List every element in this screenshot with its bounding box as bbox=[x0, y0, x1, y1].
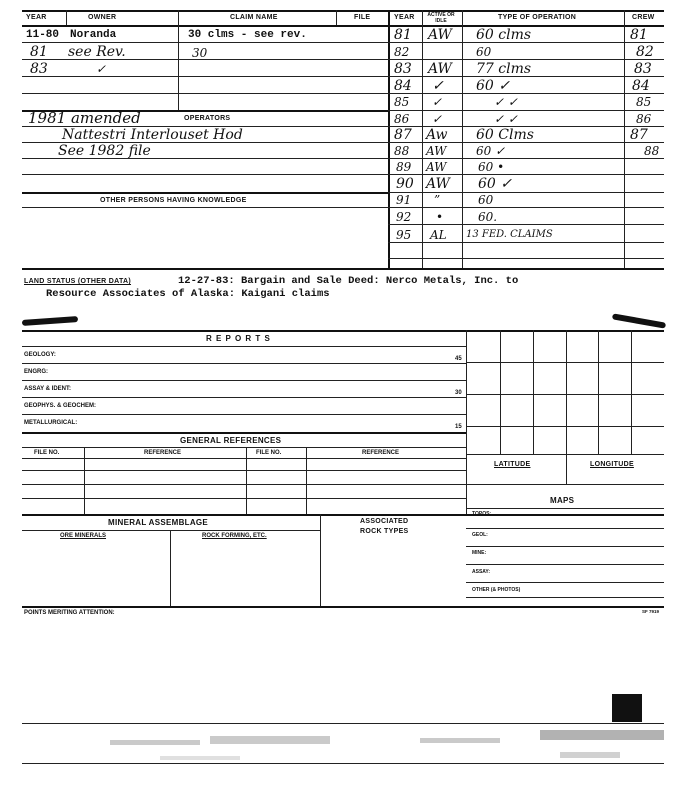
op-year: 84 bbox=[394, 78, 412, 94]
op-type: 60 ✓ bbox=[476, 78, 510, 94]
ore-minerals-label: ORE MINERALS bbox=[60, 533, 107, 539]
associated-rock-types-line-2: ROCK TYPES bbox=[360, 528, 409, 535]
op-type: ✓ ✓ bbox=[494, 112, 518, 126]
op-status: ✓ bbox=[432, 112, 443, 126]
op-status: ✓ bbox=[432, 95, 443, 109]
geophys-geochem-label: GEOPHYS. & GEOCHEM: bbox=[24, 403, 97, 409]
report-number-15: 15 bbox=[455, 424, 462, 430]
marker-smudge-left bbox=[22, 316, 78, 326]
op-year: 88 bbox=[394, 144, 410, 158]
operators-label: OPERATORS bbox=[184, 115, 231, 122]
metallurgical-label: METALLURGICAL: bbox=[24, 420, 78, 426]
op-year: 82 bbox=[394, 45, 410, 59]
header-type-of-operation: TYPE OF OPERATION bbox=[498, 14, 577, 21]
op-year: 90 bbox=[396, 176, 414, 192]
report-number-30: 30 bbox=[455, 390, 462, 396]
operators-note-1: 1981 amended bbox=[28, 109, 141, 127]
op-status: AW bbox=[428, 61, 452, 77]
op-year: 81 bbox=[394, 27, 412, 43]
associated-rock-types-line-1: ASSOCIATED bbox=[360, 518, 409, 525]
reports-title: R E P O R T S bbox=[206, 334, 271, 343]
owner-year-1: 11-80 bbox=[26, 29, 60, 41]
land-status-text-2: Resource Associates of Alaska: Kaigani claims bbox=[46, 288, 330, 300]
ref-reference-1: REFERENCE bbox=[144, 450, 182, 456]
marker-smudge-right bbox=[612, 313, 666, 328]
op-type: 60 ✓ bbox=[478, 176, 512, 192]
op-crew: 85 bbox=[636, 95, 652, 109]
maps-title: MAPS bbox=[550, 496, 575, 505]
op-type: 60 • bbox=[478, 160, 505, 174]
op-type: 77 clms bbox=[476, 61, 532, 77]
op-crew: 82 bbox=[636, 44, 654, 60]
owner-name-3: ✓ bbox=[96, 62, 107, 76]
scan-black-block bbox=[612, 694, 642, 722]
op-year: 87 bbox=[394, 127, 412, 143]
header-file: FILE bbox=[354, 14, 371, 21]
report-number-45: 45 bbox=[455, 356, 462, 362]
op-crew: 81 bbox=[630, 27, 648, 43]
op-status: • bbox=[436, 210, 444, 224]
maps-mine: MINE: bbox=[472, 550, 487, 556]
owner-name-2: see Rev. bbox=[68, 44, 126, 60]
op-year: 86 bbox=[394, 112, 410, 126]
op-status: ✓ bbox=[432, 78, 444, 94]
points-meriting-attention-label: POINTS MERITING ATTENTION: bbox=[24, 610, 115, 616]
claim-name-1: 30 clms - see rev. bbox=[188, 29, 307, 41]
ref-reference-2: REFERENCE bbox=[362, 450, 400, 456]
header-year-2: YEAR bbox=[394, 14, 415, 21]
op-type: 60 clms bbox=[476, 27, 532, 43]
owner-year-2: 81 bbox=[30, 44, 48, 60]
op-crew: 86 bbox=[636, 112, 652, 126]
assay-ident-label: ASSAY & IDENT: bbox=[24, 386, 72, 392]
header-year: YEAR bbox=[26, 14, 47, 21]
op-crew: 84 bbox=[632, 78, 650, 94]
form-number: SF 7919 bbox=[642, 609, 660, 614]
op-year: 92 bbox=[396, 210, 412, 224]
op-status: AW bbox=[428, 27, 452, 43]
op-type: 60 Clms bbox=[476, 127, 534, 143]
op-type: 60 bbox=[478, 193, 494, 207]
op-crew: 88 bbox=[644, 144, 660, 158]
land-status-text-1: 12-27-83: Bargain and Sale Deed: Nerco Metals, Inc. to bbox=[178, 275, 519, 287]
header-owner: OWNER bbox=[88, 14, 117, 21]
other-persons-label: OTHER PERSONS HAVING KNOWLEDGE bbox=[100, 197, 247, 204]
land-status-label: LAND STATUS (OTHER DATA) bbox=[24, 278, 132, 285]
header-claim-name: CLAIM NAME bbox=[230, 14, 278, 21]
ref-file-no-1: FILE NO. bbox=[34, 450, 60, 456]
longitude-label: LONGITUDE bbox=[590, 461, 634, 468]
op-status: Aw bbox=[426, 127, 448, 143]
op-year: 91 bbox=[396, 193, 412, 207]
op-year: 83 bbox=[394, 61, 412, 77]
operators-note-2: Nattestri Interlouset Hod bbox=[62, 127, 243, 143]
operators-note-3: See 1982 file bbox=[58, 143, 151, 159]
op-type: 60. bbox=[478, 210, 498, 224]
mineral-assemblage-title: MINERAL ASSEMBLAGE bbox=[108, 518, 209, 527]
op-year: 95 bbox=[396, 228, 412, 242]
op-crew: 83 bbox=[634, 61, 652, 77]
latitude-label: LATITUDE bbox=[494, 461, 531, 468]
op-type: 13 FED. CLAIMS bbox=[466, 229, 553, 240]
maps-topos: TOPOS: bbox=[472, 511, 492, 517]
ref-file-no-2: FILE NO. bbox=[256, 450, 282, 456]
op-year: 89 bbox=[396, 160, 412, 174]
op-status: AW bbox=[426, 176, 450, 192]
op-status: AW bbox=[426, 144, 447, 158]
header-crew: CREW bbox=[632, 14, 655, 21]
header-active-or-idle: ACTIVE OR IDLE bbox=[427, 12, 455, 24]
op-type: 60 ✓ bbox=[476, 144, 506, 158]
claim-name-2: 30 bbox=[192, 46, 208, 60]
op-status: AW bbox=[426, 160, 447, 174]
op-status: AL bbox=[430, 228, 447, 242]
engrg-label: ENGRG: bbox=[24, 369, 48, 375]
op-year: 85 bbox=[394, 95, 410, 109]
owner-year-3: 83 bbox=[30, 61, 48, 77]
op-type: ✓ ✓ bbox=[494, 95, 518, 109]
rock-forming-label: ROCK FORMING, ETC. bbox=[202, 533, 267, 539]
maps-geol: GEOL: bbox=[472, 532, 488, 538]
general-references-title: GENERAL REFERENCES bbox=[180, 436, 282, 445]
owner-name-1: Noranda bbox=[70, 29, 117, 41]
geology-label: GEOLOGY: bbox=[24, 352, 56, 358]
op-crew: 87 bbox=[630, 127, 648, 143]
maps-other: OTHER (& PHOTOS) bbox=[472, 587, 521, 593]
maps-assay: ASSAY: bbox=[472, 569, 491, 575]
op-status: ” bbox=[434, 193, 441, 207]
op-type: 60 bbox=[476, 45, 492, 59]
